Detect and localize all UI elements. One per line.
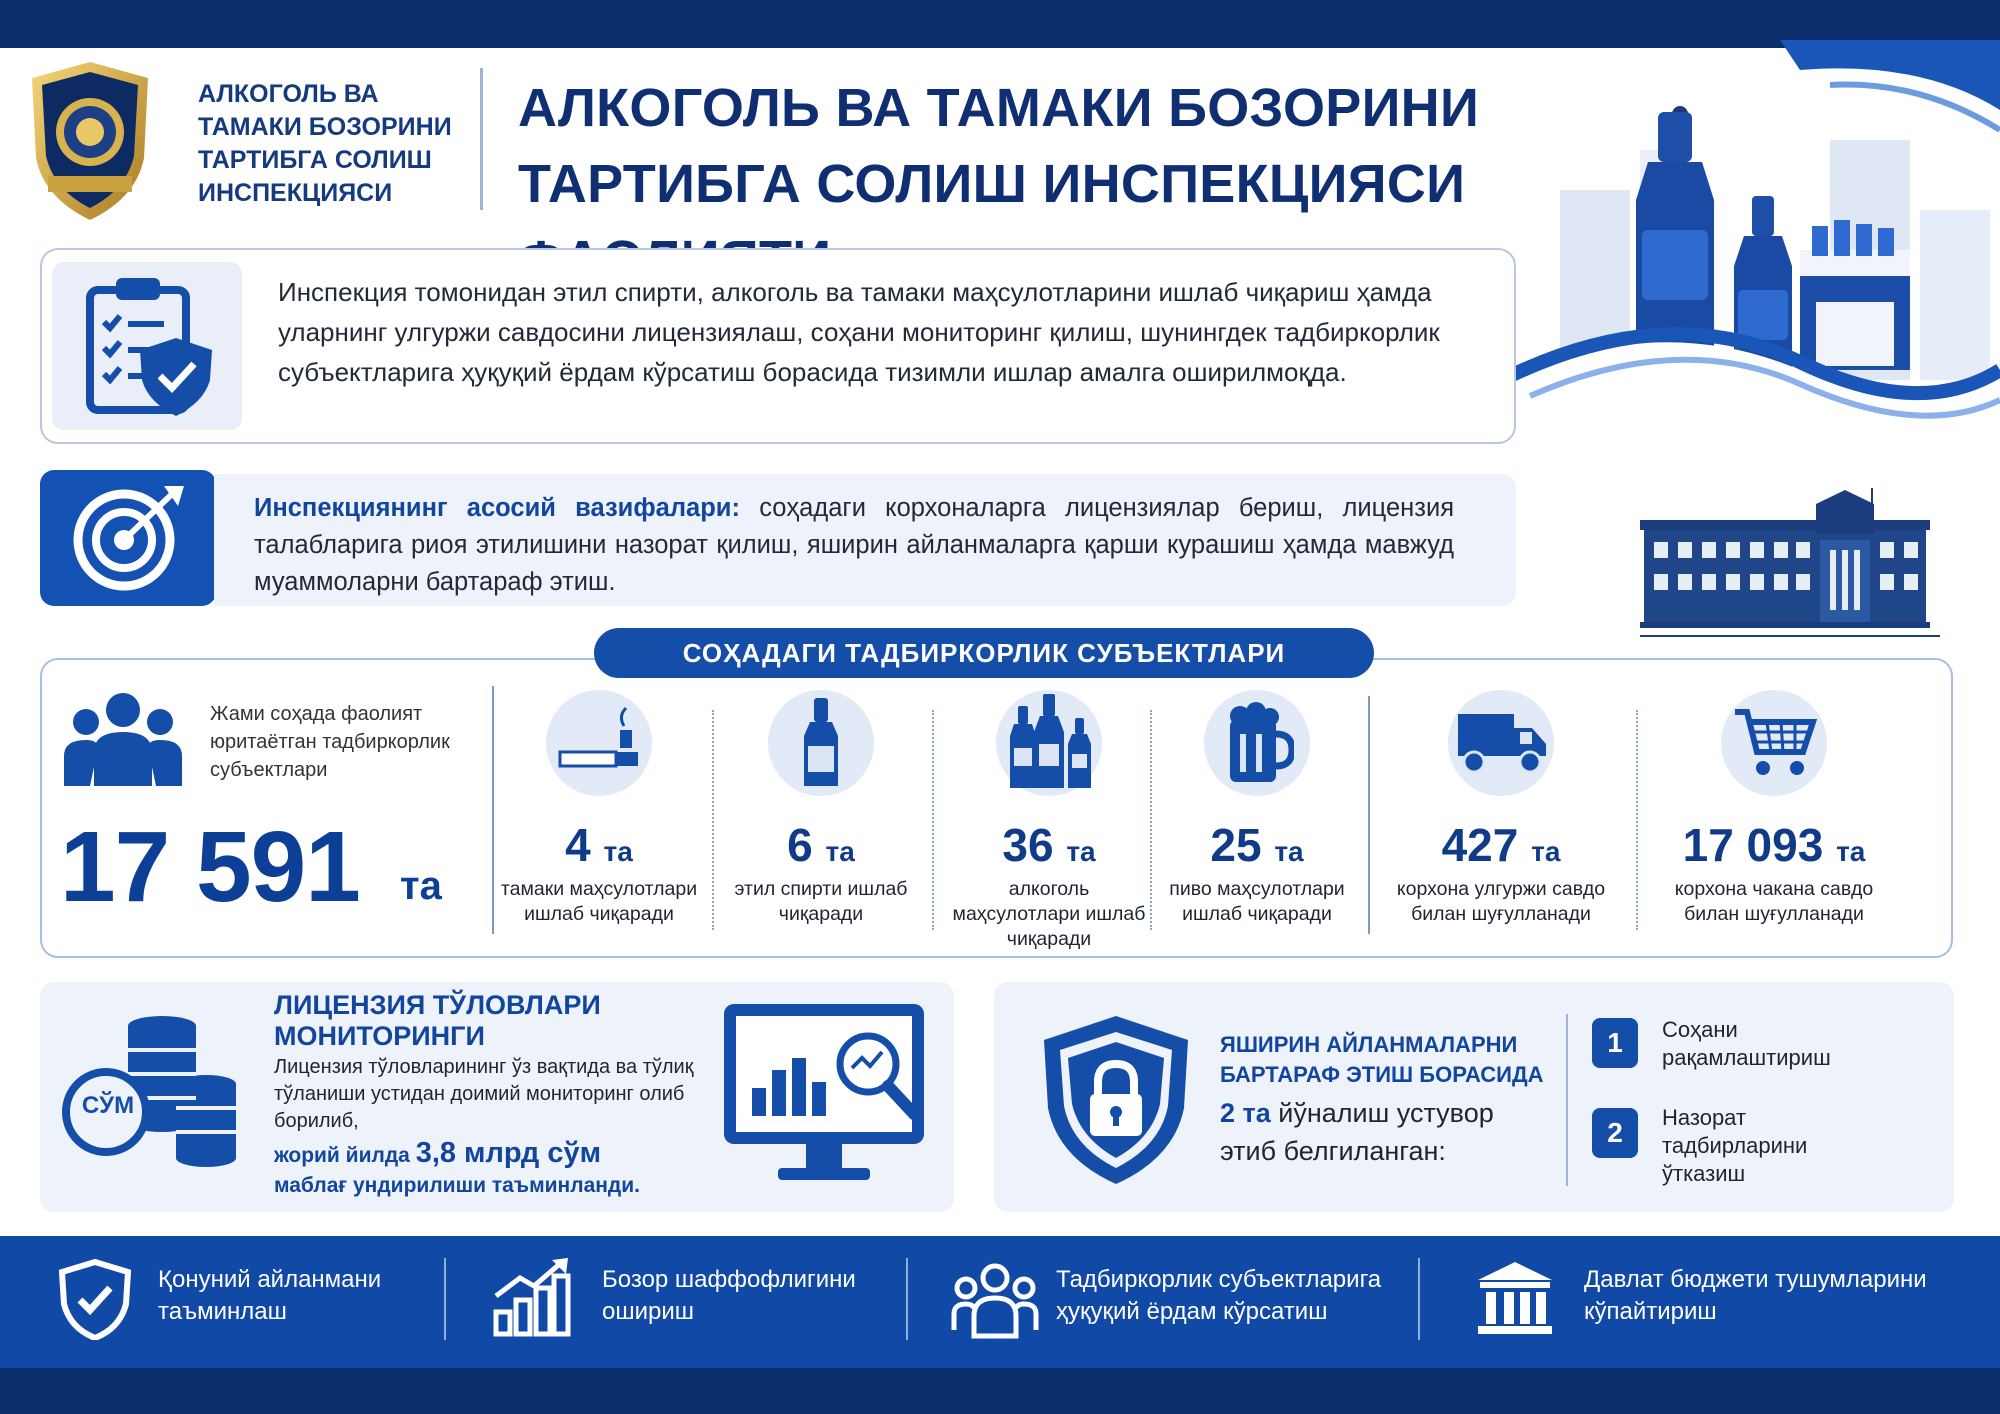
hidden-text: 2 та йўналиш устувор этиб белгиланган:: [1220, 1098, 1494, 1166]
total-unit: та: [400, 864, 442, 908]
footer-divider: [1418, 1258, 1420, 1340]
footer-divider: [444, 1258, 446, 1340]
footer-item-text: Тадбиркорлик субъектларига ҳуқуқий ёрдам кўрсатиш: [1056, 1266, 1382, 1325]
stat-icon-circle: [768, 690, 874, 796]
footer-item-text: Бозор шаффофлигини ошириш: [602, 1266, 856, 1325]
total-value: 17 591: [60, 811, 360, 923]
beer-mug-icon: [1224, 702, 1294, 786]
stat-value: 427 та: [1441, 819, 1561, 871]
intro-icon-panel: [52, 262, 242, 430]
subjects-heading: СОҲАДАГИ ТАДБИРКОРЛИК СУБЪЕКТЛАРИ: [594, 628, 1374, 678]
coins-icon: [62, 1010, 240, 1170]
stat-divider: [932, 710, 934, 930]
stat-alcohol: [944, 690, 1154, 952]
shopping-cart-icon: [1733, 706, 1817, 782]
stat-description: алкоголь маҳсулотлари ишлаб чиқаради: [952, 878, 1146, 950]
tasks-label: Инспекциянинг асосий вазифалари:: [254, 494, 740, 522]
clipboard-shield-icon: [72, 268, 222, 424]
target-icon: [68, 480, 188, 596]
stat-value: 36 та: [1002, 819, 1096, 871]
government-building-illustration: [1640, 484, 1940, 644]
bottles-illustration: [1500, 40, 2000, 460]
stat-icon-circle: [1721, 690, 1827, 796]
people-group-icon: [950, 1258, 1040, 1340]
stat-retail: [1664, 690, 1884, 927]
stat-tobacco: [494, 690, 704, 927]
footer-item-text: Қонуний айланмани таъминлаш: [158, 1266, 382, 1325]
license-title: ЛИЦЕНЗИЯ ТЎЛОВЛАРИ МОНИТОРИНГИ: [274, 990, 601, 1051]
stat-description: корхона чакана савдо билан шуғулланади: [1674, 878, 1874, 925]
hidden-title: ЯШИРИН АЙЛАНМАЛАРНИ БАРТАРАФ ЭТИШ БОРАСИДА: [1220, 1032, 1544, 1087]
government-building-icon: [1474, 1258, 1556, 1340]
license-highlight: жорий йилда 3,8 млрд сўм маблағ ундирилиши таъминланди.: [274, 1137, 641, 1197]
tasks-description: соҳадаги корхоналарга лицензиялар бериш, лицензия талабларига риоя этилишини назорат қилиш, яширин айланмаларга қарши курашиш ҳамда мавжуд муаммоларни бартараф этиш.: [254, 494, 1454, 596]
license-text: Лицензия тўловларининг ўз вақтида ва тўлиқ тўланиши устидан доимий мониторинг олиб борилиб,: [274, 1056, 694, 1132]
title-line-2: ТАРТИБГА СОЛИШ ИНСПЕКЦИЯСИ: [518, 154, 1466, 214]
bottles-icon: [998, 692, 1102, 792]
intro-text: Инспекция томонидан этил спирти, алкоголь ва тамаки маҳсулотларини ишлаб чиқариш ҳамда уларнинг улгуржи савдосини лицензиялаш, соҳани мониторинг қилиш, шунингдек тадбиркорлик субъектларига ҳуқуқий ёрдам кўрсатиш борасида тизимли ишлар амалга оширилмоқда.: [278, 277, 1440, 387]
truck-icon: [1456, 708, 1548, 778]
direction-number-badge: 1: [1592, 1018, 1638, 1068]
hidden-count: 2 та: [1220, 1098, 1271, 1128]
title-line-1: АЛКОГОЛЬ ВА ТАМАКИ БОЗОРИНИ: [518, 78, 1480, 138]
monitor-analytics-icon: [722, 1002, 926, 1186]
cigarette-icon: [554, 700, 644, 786]
hidden-divider: [1566, 1014, 1568, 1186]
stat-icon-circle: [1204, 690, 1310, 796]
stat-icon-circle: [996, 690, 1102, 796]
stat-description: этил спирти ишлаб чиқаради: [734, 878, 908, 925]
header-divider: [480, 68, 483, 210]
stat-wholesale: [1396, 690, 1606, 927]
target-icon-panel: [40, 470, 216, 606]
stat-divider: [712, 710, 714, 930]
growth-chart-icon: [490, 1256, 572, 1338]
prosecutor-emblem-icon: [26, 58, 154, 224]
footer-divider: [906, 1258, 908, 1340]
stat-value: 4 та: [565, 819, 633, 871]
direction-number-badge: 2: [1592, 1108, 1638, 1158]
coin-label: СЎМ: [81, 1092, 135, 1119]
people-icon: [64, 690, 182, 786]
stat-beer: [1152, 690, 1362, 927]
shield-lock-icon: [1040, 1012, 1192, 1188]
footer-item-text: Давлат бюджети тушумларини кўпайтириш: [1584, 1266, 1927, 1325]
stat-divider: [1368, 696, 1370, 934]
stat-description: тамаки маҳсулотлари ишлаб чиқаради: [500, 878, 698, 925]
direction-item: Назорат тадбирларини ўтказиш: [1662, 1105, 1808, 1186]
stat-icon-circle: [546, 690, 652, 796]
direction-item: Соҳани рақамлаштириш: [1662, 1017, 1831, 1070]
stat-description: пиво маҳсулотлари ишлаб чиқаради: [1169, 878, 1345, 925]
tasks-text: [254, 490, 1454, 601]
stat-value: 6 та: [787, 819, 855, 871]
stat-value: 25 та: [1210, 819, 1304, 871]
stat-divider: [1636, 710, 1638, 930]
stat-ethanol: [716, 690, 926, 927]
stat-description: корхона улгуржи савдо билан шуғулланади: [1396, 878, 1606, 925]
shield-check-icon: [54, 1258, 136, 1340]
stat-value: 17 093 та: [1682, 819, 1866, 871]
department-name: АЛКОГОЛЬ ВА ТАМАКИ БОЗОРИНИ ТАРТИБГА СОЛИШ ИНСПЕКЦИЯСИ: [198, 80, 452, 207]
stat-icon-circle: [1448, 690, 1554, 796]
bottle-icon: [796, 696, 846, 790]
bottom-bar: [0, 1368, 2000, 1414]
total-label: Жами соҳада фаолият юритаётган тадбиркорлик субъектлари: [210, 703, 450, 781]
